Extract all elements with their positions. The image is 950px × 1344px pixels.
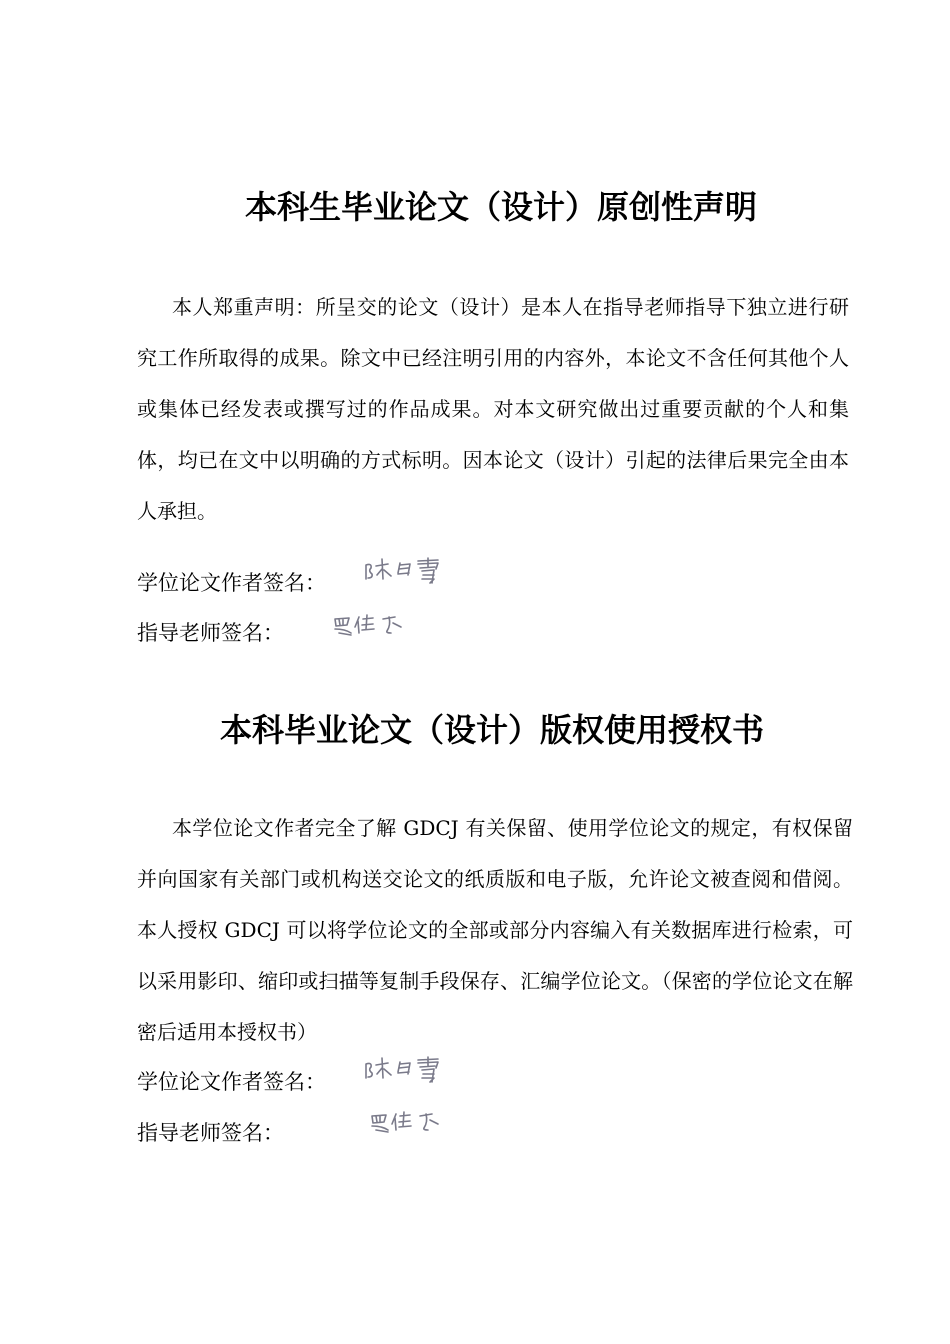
declaration-title: 本科生毕业论文（设计）原创性声明	[244, 188, 757, 226]
authorization-body: 本学位论文作者完全了解 GDCJ 有关保留、使用学位论文的规定，有权保留并向国家有关部门或机构送交论文的纸质版和电子版，允许论文被查阅和借阅。本人授权 GDCJ 可以将学位论文的全部或部分内容编入有关数据库进行检索，可以采用影印、缩印或扫描等复制手段保存、汇编学位论文。（保密的学位论文在解密后适用本授权书）	[137, 816, 853, 1044]
authorization-author-signature-label: 学位论文作者签名：	[137, 1070, 326, 1094]
declaration-body: 本人郑重声明：所呈交的论文（设计）是本人在指导老师指导下独立进行研究工作所取得的成果。除文中已经注明引用的内容外，本论文不含任何其他个人或集体已经发表或撰写过的作品成果。对本文研究做出过重要贡献的个人和集体，均已在文中以明确的方式标明。因本论文（设计）引起的法律后果完全由本人承担。	[137, 295, 849, 523]
authorization-title: 本科毕业论文（设计）版权使用授权书	[219, 711, 764, 749]
authorization-advisor-signature	[368, 1108, 452, 1136]
declaration-advisor-signature-label: 指导老师签名：	[137, 621, 284, 645]
declaration-author-signature-label: 学位论文作者签名：	[137, 571, 326, 595]
declaration-advisor-signature	[331, 611, 415, 639]
authorization-author-signature	[362, 1052, 457, 1086]
authorization-advisor-signature-label: 指导老师签名：	[137, 1121, 284, 1145]
declaration-author-signature	[362, 553, 457, 587]
